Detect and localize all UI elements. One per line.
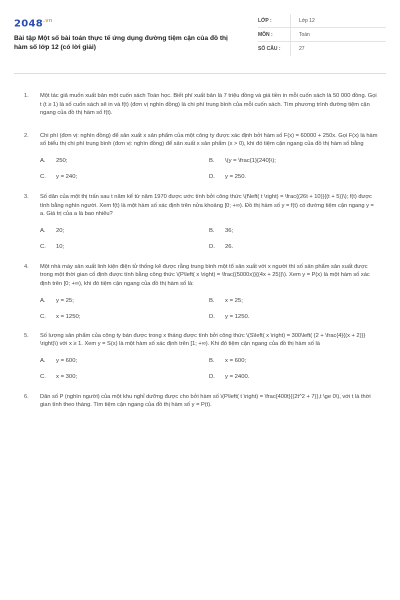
meta-row-subject: [258, 28, 386, 42]
option-a[interactable]: [40, 358, 209, 364]
question-text: Số lượng sản phẩm của công ty bán được trong x tháng được tính bởi công thức \(S\left( x \right) = 300\left( {2 + \frac{4}{(x + 2)}} \right)\) với x ≥ 1. Xem y = S(x) là một hàm số xác định trên [1; +∞). Khi đó tiệm cận ngang của đồ thị hàm số là: [40, 332, 366, 348]
document-title: Bài tập Một số bài toán thực tế ứng dụng đường tiệm cận của đồ thị hàm số lớp 12 (có lời giải): [14, 35, 228, 51]
option-text: 250;: [56, 157, 68, 164]
option-letter: C.: [40, 313, 46, 320]
option-d[interactable]: [209, 374, 378, 380]
question-text: Chi phí (đơn vị: nghìn đồng) để sản xuất x sản phẩm của một công ty được xác định bởi hàm số F(x) = 60000 + 250x. Gọi F(x) là hàm số biểu thị chi phí trung bình (đơn vị: nghìn đồng) để sản xuất x sản phẩm (x > 0), khi đó tiệm cận ngang của đồ thị hàm số bằng: [40, 132, 378, 148]
option-text: x = 1250;: [56, 313, 81, 320]
option-letter: B.: [209, 357, 215, 364]
option-b[interactable]: [209, 298, 378, 304]
option-a[interactable]: [40, 298, 209, 304]
question-text: Dân số P (nghìn người) của một khu nghỉ dưỡng được cho bởi hàm số \(P\left( t \right) = \frac{400t}{(2t^2 + 7)},t \ge 0\), với t là thời gian tính theo tháng. Tìm tiệm cận ngang của đồ thị hàm số y = P(t).: [40, 393, 371, 409]
option-b[interactable]: [209, 158, 378, 164]
option-b[interactable]: [209, 358, 378, 364]
option-a[interactable]: [40, 158, 209, 164]
option-letter: A.: [40, 297, 46, 304]
answer-options: [40, 358, 378, 380]
option-letter: A.: [40, 227, 46, 234]
question-1: [24, 92, 378, 118]
meta-value: Toán: [290, 28, 310, 41]
logo-text: 2048: [14, 18, 44, 30]
meta-value: 27: [290, 42, 305, 56]
meta-label: SỐ CÂU :: [258, 46, 281, 52]
question-text: Số dân của một thị trấn sau t năm kể từ năm 1970 được ước tính bởi công thức \(f\left( t \right) = \frac{(26t + 10)}{(t + 5)}\); f(t) được tính bằng nghìn người. Xem f(t) là một hàm số xác định trên nửa khoảng [0; +∞). Đồ thị hàm số y = f(t) có đường tiệm cận ngang y = a. Giá trị của a là bao nhiêu?: [40, 193, 374, 218]
answer-options: [40, 298, 378, 320]
option-letter: D.: [209, 373, 215, 380]
question-number: 3.: [24, 193, 29, 200]
option-letter: A.: [40, 357, 46, 364]
meta-row-count: [258, 42, 386, 56]
option-a[interactable]: [40, 228, 209, 234]
meta-label: LỚP :: [258, 17, 272, 24]
option-letter: B.: [209, 157, 215, 164]
option-d[interactable]: [209, 174, 378, 180]
question-number: 2.: [24, 132, 29, 139]
logo-suffix: .vn: [43, 18, 53, 24]
option-text: x = 600;: [225, 357, 247, 364]
question-2: [24, 132, 378, 149]
option-text: 20;: [56, 227, 65, 234]
option-letter: D.: [209, 173, 215, 180]
option-text: 36;: [225, 227, 234, 234]
option-letter: C.: [40, 243, 46, 250]
option-letter: A.: [40, 157, 46, 164]
option-text: y = 240;: [56, 173, 78, 180]
meta-row-grade: [258, 14, 386, 28]
option-c[interactable]: [40, 244, 209, 250]
option-d[interactable]: [209, 314, 378, 320]
question-number: 6.: [24, 393, 29, 400]
question-4: [24, 263, 378, 289]
question-number: 5.: [24, 332, 29, 339]
option-letter: C.: [40, 173, 46, 180]
option-c[interactable]: [40, 174, 209, 180]
question-text: Một tác giả muốn xuất bản một cuốn sách Toán học. Biết phí xuất bản là 7 triệu đồng và giá tiền in mỗi cuốn sách là 50 000 đồng. Gọi t (t ≥ 1) là số cuốn sách sẽ in và f(t) (đơn vị nghìn đồng) là chi phí trung bình của mỗi cuốn sách. Tìm phương trình đường tiệm cận ngang của đồ thị hàm số f(t).: [40, 93, 377, 117]
question-text: Một nhà máy sản xuất linh kiện điện tử thống kê được rằng trung bình một tổ sản xuất với x người thì số sản phẩm sản xuất được trong một thời gian cố định được tính bằng công thức \(P\left( x \right) = \frac{(5000x)}{(4x + 25)}\). Xem y = P(x) là một hàm số xác định trên [0; +∞), khi đó tiệm cận ngang của đồ thị hàm số là:: [40, 263, 370, 287]
meta-value: Lớp 12: [290, 14, 315, 27]
option-text: 26.: [225, 243, 234, 250]
option-letter: D.: [209, 243, 215, 250]
option-letter: D.: [209, 313, 215, 320]
document-header: [14, 12, 386, 74]
option-text: y = 2400.: [225, 373, 250, 380]
option-text: y = 25;: [56, 297, 74, 304]
option-text: y = 250.: [225, 173, 247, 180]
answer-options: [40, 228, 378, 250]
option-d[interactable]: [209, 244, 378, 250]
answer-options: [40, 158, 378, 180]
option-letter: B.: [209, 297, 215, 304]
meta-label: MÔN :: [258, 31, 273, 38]
option-c[interactable]: [40, 374, 209, 380]
question-3: [24, 193, 378, 219]
question-5: [24, 332, 378, 349]
option-text: y = 1250.: [225, 313, 250, 320]
header-left: [14, 12, 234, 52]
question-number: 4.: [24, 263, 29, 270]
option-letter: C.: [40, 373, 46, 380]
site-logo[interactable]: [14, 18, 234, 29]
option-c[interactable]: [40, 314, 209, 320]
option-b[interactable]: [209, 228, 378, 234]
option-text: x = 300;: [56, 373, 78, 380]
question-number: 1.: [24, 93, 29, 99]
option-text: y = 600;: [56, 357, 78, 364]
option-text: \(y = \frac{1}{240}\);: [225, 157, 276, 164]
document-meta: [258, 14, 386, 56]
question-6: [24, 393, 378, 410]
option-text: x = 25;: [225, 297, 243, 304]
option-text: 10;: [56, 243, 65, 250]
option-letter: B.: [209, 227, 215, 234]
